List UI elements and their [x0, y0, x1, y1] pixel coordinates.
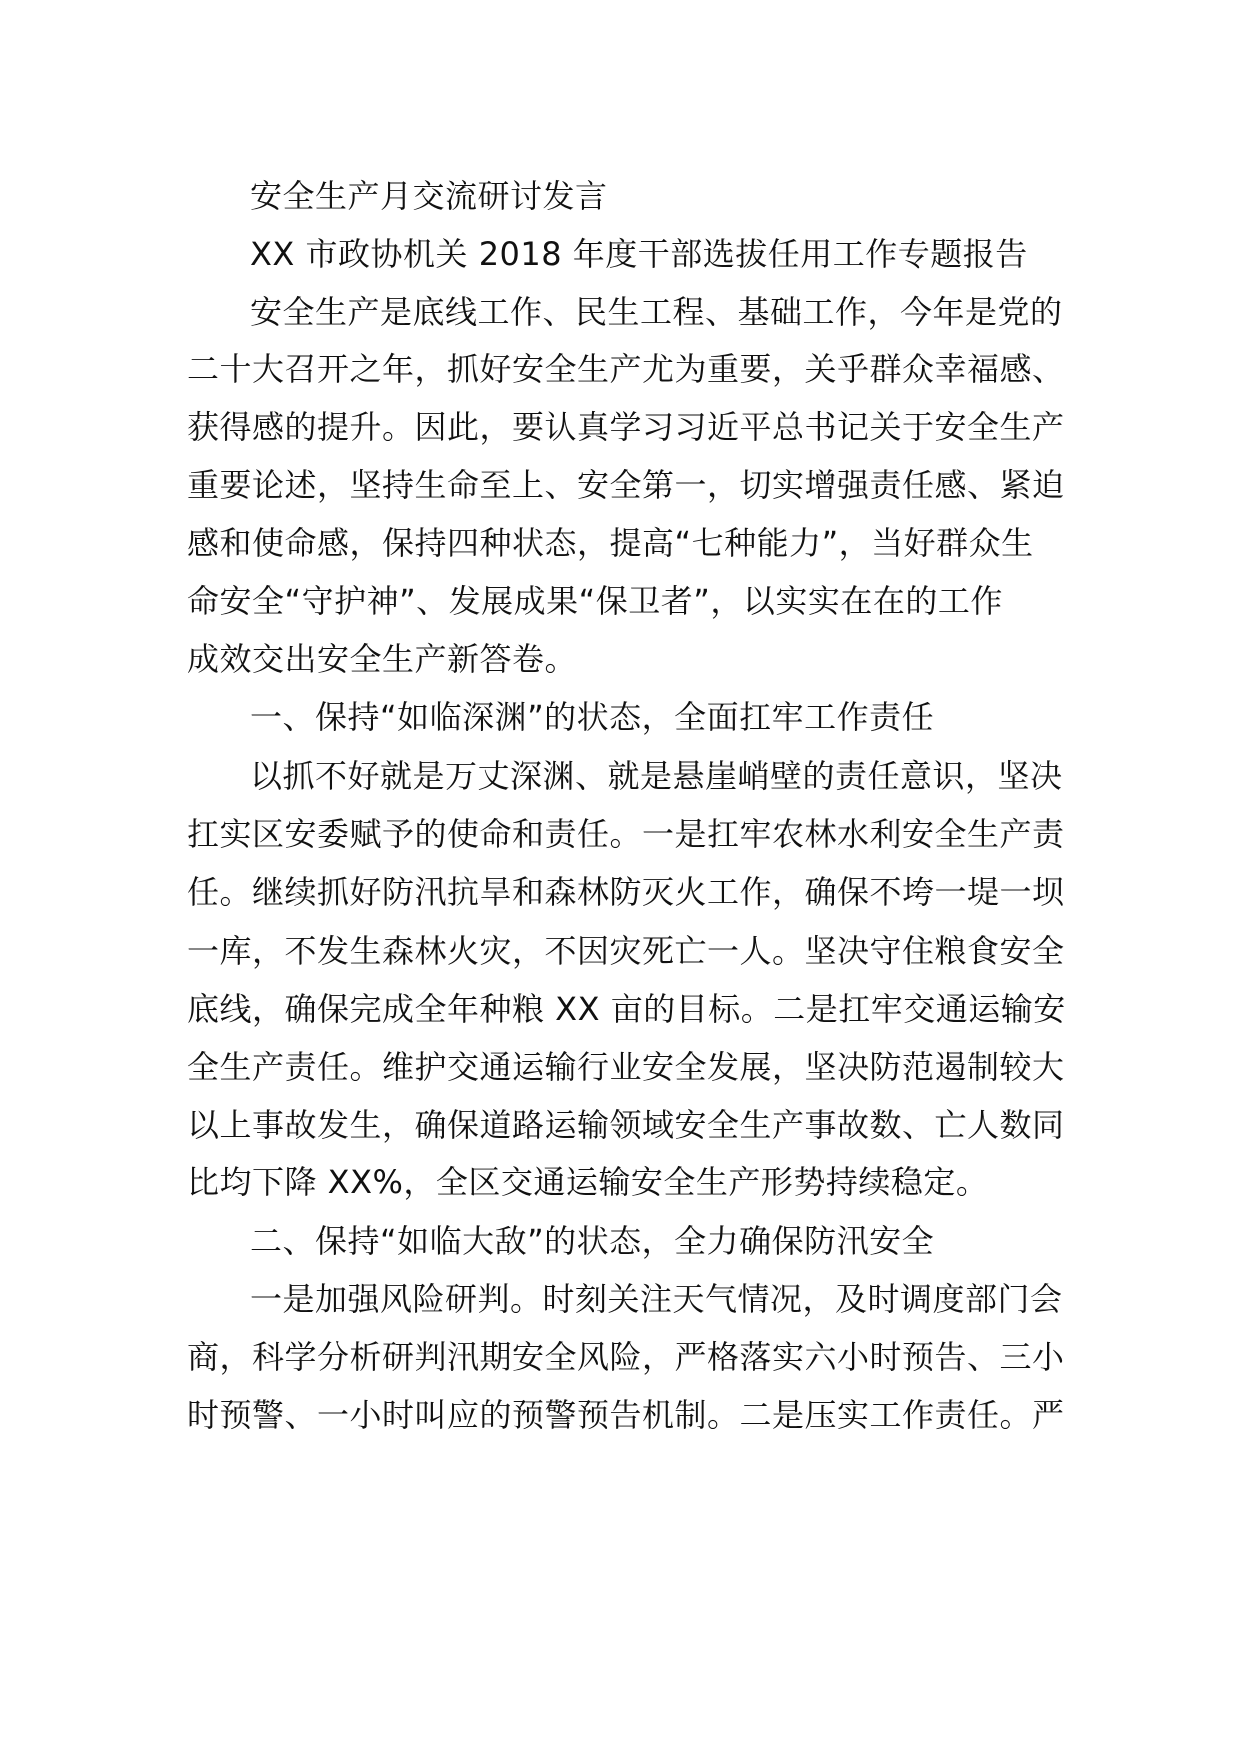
paragraph-line-9: 扛实区安委赋予的使命和责任。一是扛牢农林水利安全生产责: [187, 815, 1065, 853]
document-subtitle: XX 市政协机关 2018 年度干部选拔任用工作专题报告: [250, 235, 1028, 273]
paragraph-line-12: 底线，确保完成全年种粮 XX 亩的目标。二是扛牢交通运输安: [187, 990, 1066, 1028]
section-heading-1: 一、保持“如临深渊”的状态，全面扛牢工作责任: [250, 698, 935, 736]
paragraph-line-5: 感和使命感，保持四种状态，提高“七种能力”，当好群众生: [187, 524, 1034, 562]
paragraph-line-4: 重要论述，坚持生命至上、安全第一，切实增强责任感、紧迫: [187, 466, 1065, 504]
document-title: 安全生产月交流研讨发言: [250, 177, 608, 215]
paragraph-line-8: 以抓不好就是万丈深渊、就是悬崖峭壁的责任意识，坚决: [250, 757, 1063, 795]
paragraph-line-14: 以上事故发生，确保道路运输领域安全生产事故数、亡人数同: [187, 1106, 1065, 1144]
paragraph-line-11: 一库，不发生森林火灾，不因灾死亡一人。坚决守住粮食安全: [187, 932, 1065, 970]
paragraph-line-18: 时预警、一小时叫应的预警预告机制。二是压实工作责任。严: [187, 1396, 1065, 1434]
paragraph-line-10: 任。继续抓好防汛抗旱和森林防灭火工作，确保不垮一堤一坝: [187, 873, 1065, 911]
paragraph-line-3: 获得感的提升。因此，要认真学习习近平总书记关于安全生产: [187, 408, 1065, 446]
paragraph-line-1: 安全生产是底线工作、民生工程、基础工作，今年是党的: [250, 293, 1063, 331]
paragraph-line-7: 成效交出安全生产新答卷。: [187, 640, 578, 678]
section-heading-2: 二、保持“如临大敌”的状态，全力确保防汛安全: [250, 1222, 935, 1260]
paragraph-line-17: 商，科学分析研判汛期安全风险，严格落实六小时预告、三小: [187, 1338, 1065, 1376]
paragraph-line-16: 一是加强风险研判。时刻关注天气情况，及时调度部门会: [250, 1280, 1063, 1318]
paragraph-line-2: 二十大召开之年，抓好安全生产尤为重要，关乎群众幸福感、: [187, 350, 1065, 388]
paragraph-line-13: 全生产责任。维护交通运输行业安全发展，坚决防范遏制较大: [187, 1048, 1065, 1086]
paragraph-line-15: 比均下降 XX%，全区交通运输安全生产形势持续稳定。: [187, 1163, 989, 1201]
paragraph-line-6: 命安全“守护神”、发展成果“保卫者”，以实实在在的工作: [187, 582, 1003, 620]
